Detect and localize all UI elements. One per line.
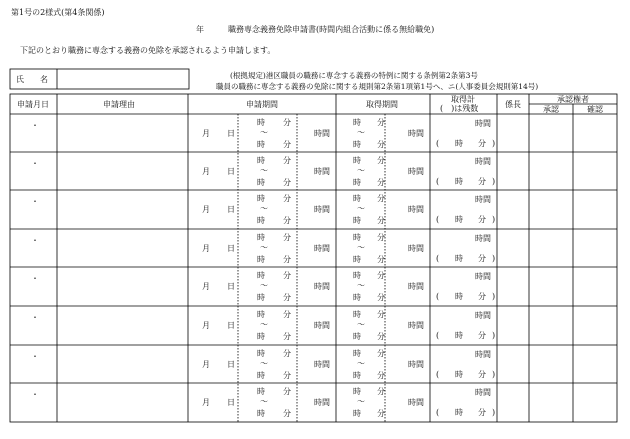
taken-tilde: ～	[357, 320, 365, 329]
taken-hours: 時間	[408, 244, 424, 253]
remain-minute: 分	[478, 177, 486, 186]
period-end-minute: 分	[283, 332, 291, 341]
remain-hour: 時	[455, 408, 463, 417]
period-hours: 時間	[314, 129, 330, 138]
period-tilde: ～	[260, 359, 268, 368]
period-start-minute: 分	[283, 349, 291, 358]
taken-end-minute: 分	[377, 409, 385, 418]
total-hours: 時間	[475, 350, 491, 359]
taken-start-hour: 時	[353, 156, 361, 165]
period-tilde: ～	[260, 166, 268, 175]
taken-start-hour: 時	[353, 233, 361, 242]
taken-end-minute: 分	[377, 255, 385, 264]
period-end-hour: 時	[257, 255, 265, 264]
period-end-hour: 時	[257, 178, 265, 187]
taken-start-minute: 分	[377, 271, 385, 280]
date-dot: ・	[31, 274, 39, 283]
period-hours: 時間	[314, 398, 330, 407]
date-dot: ・	[31, 236, 39, 245]
period-start-minute: 分	[283, 233, 291, 242]
remain-hour: 時	[455, 139, 463, 148]
period-hours: 時間	[314, 167, 330, 176]
remain-paren-close: )	[492, 177, 496, 186]
total-hours: 時間	[475, 157, 491, 166]
remain-hour: 時	[455, 215, 463, 224]
period-start-hour: 時	[257, 310, 265, 319]
period-day: 日	[227, 360, 235, 369]
date-dot: ・	[31, 121, 39, 130]
taken-tilde: ～	[357, 397, 365, 406]
taken-end-minute: 分	[377, 371, 385, 380]
taken-end-hour: 時	[353, 293, 361, 302]
period-hours: 時間	[314, 321, 330, 330]
total-hours: 時間	[475, 119, 491, 128]
date-dot: ・	[31, 352, 39, 361]
period-month: 月	[202, 398, 210, 407]
period-tilde: ～	[260, 128, 268, 137]
remain-paren-close: )	[492, 215, 496, 224]
header-total-1: 取得計	[451, 95, 475, 104]
period-day: 日	[227, 129, 235, 138]
taken-hours: 時間	[408, 167, 424, 176]
remain-minute: 分	[478, 408, 486, 417]
remain-paren-open: (	[436, 215, 440, 224]
period-start-hour: 時	[257, 271, 265, 280]
date-dot: ・	[31, 313, 39, 322]
period-hours: 時間	[314, 244, 330, 253]
year-label: 年	[196, 25, 204, 34]
taken-hours: 時間	[408, 282, 424, 291]
remain-paren-close: )	[492, 292, 496, 301]
taken-end-hour: 時	[353, 409, 361, 418]
taken-end-hour: 時	[353, 140, 361, 149]
period-month: 月	[202, 129, 210, 138]
taken-start-minute: 分	[377, 310, 385, 319]
period-end-hour: 時	[257, 371, 265, 380]
taken-tilde: ～	[357, 243, 365, 252]
period-start-hour: 時	[257, 387, 265, 396]
period-month: 月	[202, 282, 210, 291]
taken-end-minute: 分	[377, 332, 385, 341]
header-date: 申請月日	[17, 100, 49, 109]
basis-line-1: (根拠規定)港区職員の職務に専念する義務の特例に関する条例第2条第3号	[230, 71, 478, 80]
intro-text: 下記のとおり職務に専念する義務の免除を承認されるよう申請します。	[20, 46, 276, 55]
period-hours: 時間	[314, 360, 330, 369]
taken-end-hour: 時	[353, 332, 361, 341]
period-day: 日	[227, 167, 235, 176]
period-month: 月	[202, 360, 210, 369]
remain-paren-open: (	[436, 408, 440, 417]
remain-paren-open: (	[436, 177, 440, 186]
period-tilde: ～	[260, 397, 268, 406]
taken-tilde: ～	[357, 359, 365, 368]
taken-end-minute: 分	[377, 140, 385, 149]
remain-minute: 分	[478, 370, 486, 379]
remain-hour: 時	[455, 370, 463, 379]
period-month: 月	[202, 205, 210, 214]
period-end-minute: 分	[283, 140, 291, 149]
period-end-minute: 分	[283, 371, 291, 380]
total-hours: 時間	[475, 234, 491, 243]
period-start-hour: 時	[257, 349, 265, 358]
period-month: 月	[202, 321, 210, 330]
period-day: 日	[227, 398, 235, 407]
period-hours: 時間	[314, 282, 330, 291]
taken-end-hour: 時	[353, 255, 361, 264]
period-end-minute: 分	[283, 178, 291, 187]
period-end-hour: 時	[257, 409, 265, 418]
taken-start-hour: 時	[353, 194, 361, 203]
remain-minute: 分	[478, 215, 486, 224]
remain-paren-open: (	[436, 370, 440, 379]
period-start-minute: 分	[283, 156, 291, 165]
remain-hour: 時	[455, 331, 463, 340]
period-day: 日	[227, 321, 235, 330]
period-day: 日	[227, 282, 235, 291]
period-tilde: ～	[260, 281, 268, 290]
period-end-minute: 分	[283, 255, 291, 264]
taken-start-minute: 分	[377, 233, 385, 242]
period-start-hour: 時	[257, 233, 265, 242]
taken-start-hour: 時	[353, 271, 361, 280]
period-tilde: ～	[260, 320, 268, 329]
taken-end-minute: 分	[377, 293, 385, 302]
period-start-minute: 分	[283, 194, 291, 203]
taken-end-minute: 分	[377, 178, 385, 187]
remain-minute: 分	[478, 292, 486, 301]
taken-hours: 時間	[408, 360, 424, 369]
date-dot: ・	[31, 390, 39, 399]
taken-hours: 時間	[408, 398, 424, 407]
taken-hours: 時間	[408, 205, 424, 214]
taken-start-hour: 時	[353, 310, 361, 319]
period-end-hour: 時	[257, 293, 265, 302]
header-taken: 取得期間	[366, 100, 398, 109]
taken-start-hour: 時	[353, 118, 361, 127]
remain-paren-open: (	[436, 254, 440, 263]
date-dot: ・	[31, 159, 39, 168]
period-start-hour: 時	[257, 194, 265, 203]
taken-hours: 時間	[408, 129, 424, 138]
form-title: 職務専念義務免除申請書(時間内組合活動に係る無給職免)	[228, 25, 435, 34]
remain-hour: 時	[455, 254, 463, 263]
period-tilde: ～	[260, 243, 268, 252]
taken-start-minute: 分	[377, 156, 385, 165]
period-start-minute: 分	[283, 310, 291, 319]
form-number: 第1号の2様式(第4条関係)	[11, 8, 105, 17]
remain-paren-open: (	[436, 292, 440, 301]
period-end-minute: 分	[283, 293, 291, 302]
name-label: 氏 名	[16, 75, 48, 84]
taken-start-hour: 時	[353, 387, 361, 396]
remain-hour: 時	[455, 177, 463, 186]
taken-end-hour: 時	[353, 371, 361, 380]
taken-hours: 時間	[408, 321, 424, 330]
remain-paren-open: (	[436, 139, 440, 148]
taken-start-minute: 分	[377, 194, 385, 203]
header-total-2: ( )は残数	[440, 104, 479, 113]
basis-line-2: 職員の職務に専念する義務の免除に関する規則第2条第1項第1号へ、ニ(人事委員会規則第14号)	[216, 82, 539, 91]
period-end-hour: 時	[257, 332, 265, 341]
period-day: 日	[227, 205, 235, 214]
period-month: 月	[202, 167, 210, 176]
remain-minute: 分	[478, 331, 486, 340]
taken-start-hour: 時	[353, 349, 361, 358]
period-end-hour: 時	[257, 140, 265, 149]
taken-start-minute: 分	[377, 387, 385, 396]
taken-end-hour: 時	[353, 178, 361, 187]
taken-tilde: ～	[357, 128, 365, 137]
period-start-hour: 時	[257, 156, 265, 165]
taken-end-hour: 時	[353, 216, 361, 225]
period-hours: 時間	[314, 205, 330, 214]
remain-minute: 分	[478, 139, 486, 148]
header-chief: 係長	[505, 100, 521, 109]
total-hours: 時間	[475, 311, 491, 320]
period-month: 月	[202, 244, 210, 253]
header-approver: 承認権者	[557, 95, 589, 104]
remain-paren-close: )	[492, 254, 496, 263]
period-end-minute: 分	[283, 216, 291, 225]
period-end-hour: 時	[257, 216, 265, 225]
total-hours: 時間	[475, 272, 491, 281]
period-day: 日	[227, 244, 235, 253]
taken-tilde: ～	[357, 166, 365, 175]
remain-paren-open: (	[436, 331, 440, 340]
remain-paren-close: )	[492, 331, 496, 340]
total-hours: 時間	[475, 195, 491, 204]
remain-hour: 時	[455, 292, 463, 301]
taken-start-minute: 分	[377, 349, 385, 358]
remain-paren-close: )	[492, 408, 496, 417]
remain-minute: 分	[478, 254, 486, 263]
header-approve: 承認	[543, 105, 559, 114]
taken-end-minute: 分	[377, 216, 385, 225]
period-start-minute: 分	[283, 387, 291, 396]
period-tilde: ～	[260, 204, 268, 213]
period-start-hour: 時	[257, 118, 265, 127]
header-period: 申請期間	[246, 100, 278, 109]
taken-start-minute: 分	[377, 118, 385, 127]
total-hours: 時間	[475, 388, 491, 397]
remain-paren-close: )	[492, 139, 496, 148]
period-end-minute: 分	[283, 409, 291, 418]
taken-tilde: ～	[357, 281, 365, 290]
header-confirm: 確認	[587, 105, 603, 114]
period-start-minute: 分	[283, 271, 291, 280]
taken-tilde: ～	[357, 204, 365, 213]
date-dot: ・	[31, 197, 39, 206]
remain-paren-close: )	[492, 370, 496, 379]
header-reason: 申請理由	[103, 100, 135, 109]
period-start-minute: 分	[283, 118, 291, 127]
